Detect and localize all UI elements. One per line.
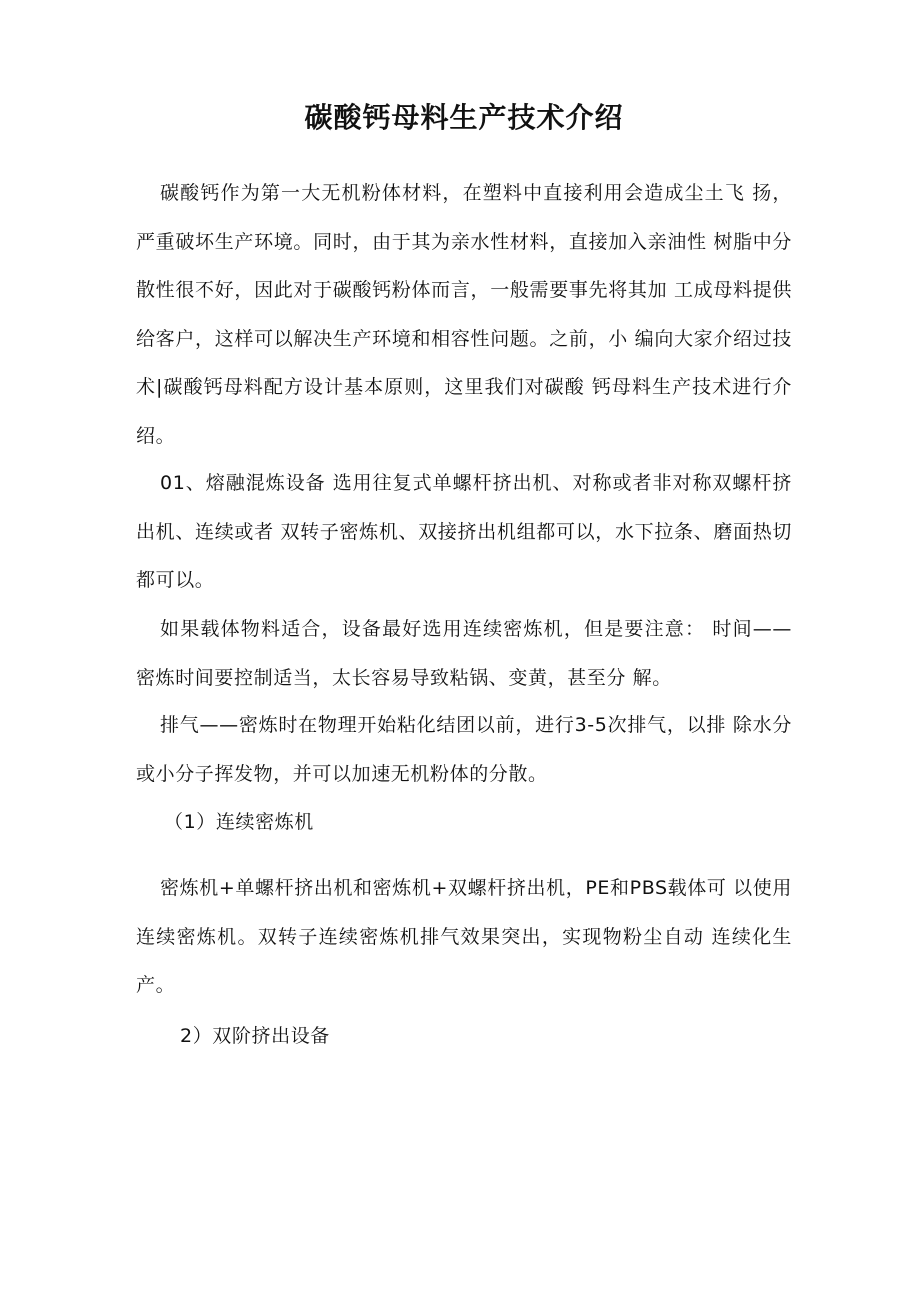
paragraph-mixing-time: 如果载体物料适合，设备最好选用连续密炼机，但是要注意： 时间——密炼时间要控制适当，太长容易导致粘锅、变黄，甚至分 解。 xyxy=(136,618,792,689)
section-heading-continuous-mixer: （1）连续密炼机 xyxy=(164,811,314,833)
section-heading-two-stage-extrusion: 2）双阶挤出设备 xyxy=(180,1025,330,1047)
document-title: 碳酸钙母料生产技术介绍 xyxy=(304,101,624,134)
paragraph-venting: 排气——密炼时在物理开始粘化结团以前，进行3-5次排气，以排 除水分或小分子挥发物，并可以加速无机粉体的分散。 xyxy=(136,714,792,785)
paragraph-continuous-mixer: 密炼机+单螺杆挤出机和密炼机+双螺杆挤出机，PE和PBS载体可 以使用连续密炼机。双转子连续密炼机排气效果突出，实现物粉尘自动 连续化生产。 xyxy=(136,877,792,997)
paragraph-intro: 碳酸钙作为第一大无机粉体材料，在塑料中直接利用会造成尘土飞 扬，严重破坏生产环境。同时，由于其为亲水性材料，直接加入亲油性 树脂中分散性很不好，因此对于碳酸钙粉体而言，一般需要事先将其加 工成母料提供给客户，这样可以解决生产环境和相容性问题。之前，小 编向大家介绍过技术|碳酸钙母料配方设计基本原则，这里我们对碳酸 钙母料生产技术进行介绍。 xyxy=(136,182,792,447)
paragraph-melt-mixing-equipment: 01、熔融混炼设备 选用往复式单螺杆挤出机、对称或者非对称双螺杆挤出机、连续或者 双转子密炼机、双接挤出机组都可以，水下拉条、磨面热切都可以。 xyxy=(136,472,792,592)
